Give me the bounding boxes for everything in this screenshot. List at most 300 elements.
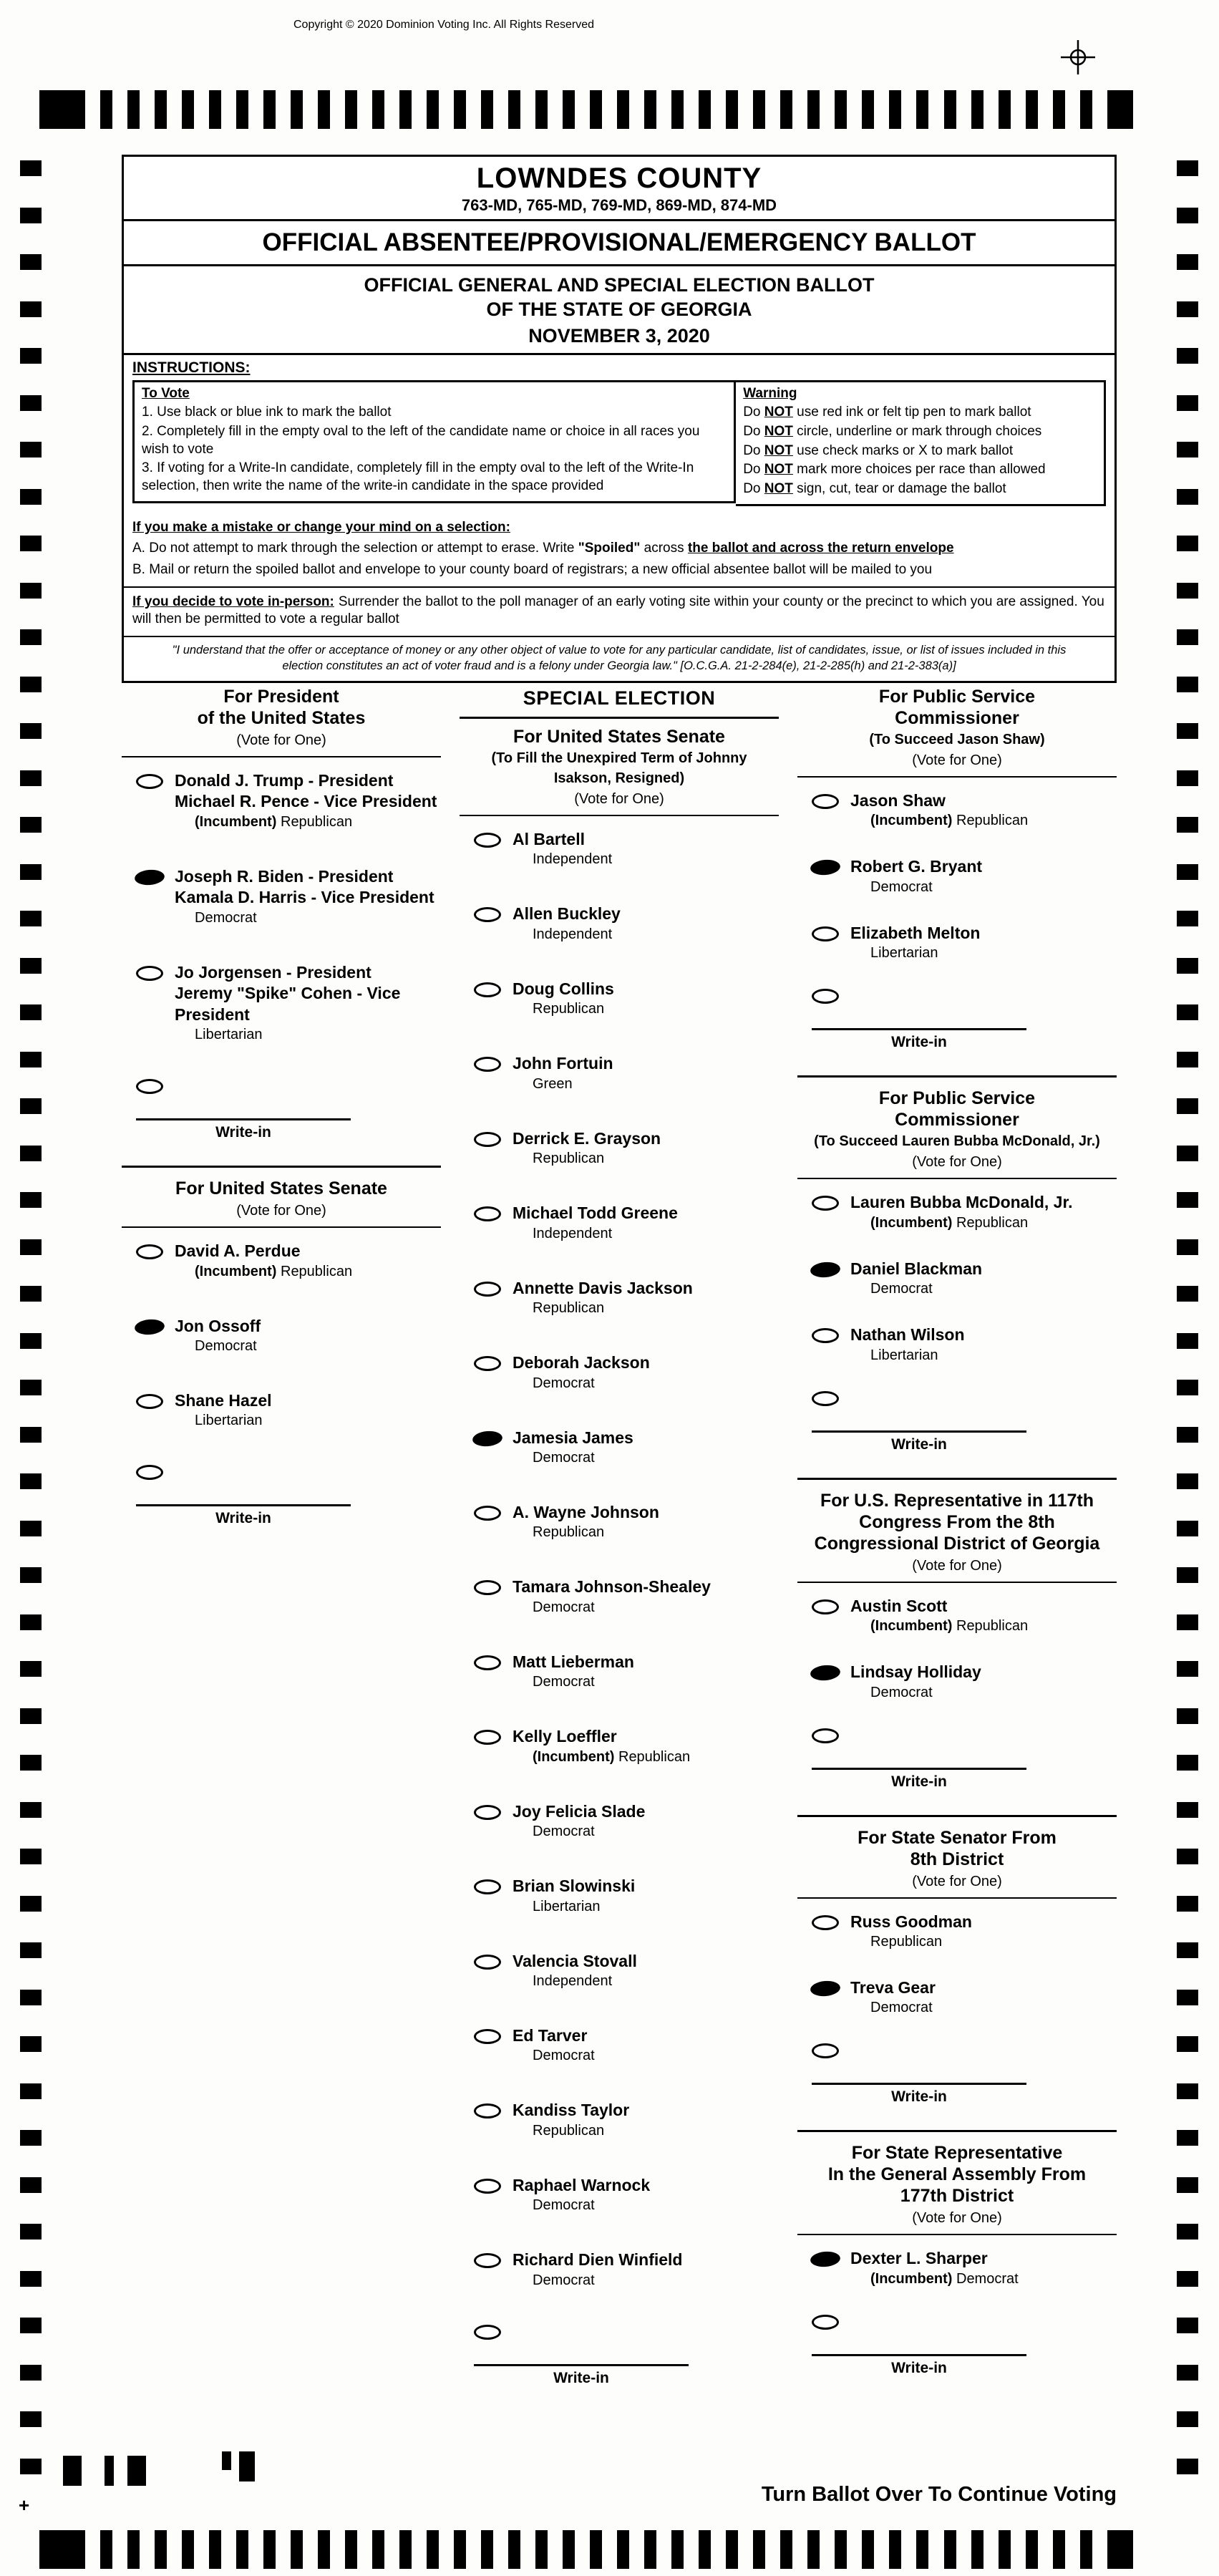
- oval-empty[interactable]: [474, 2029, 501, 2044]
- oval-empty[interactable]: [474, 982, 501, 997]
- timing-mark: [835, 2530, 847, 2569]
- timing-mark: [39, 2530, 85, 2569]
- candidate-name: Kandiss Taylor: [513, 2101, 630, 2120]
- vote-for-instruction: (Vote for One): [912, 1557, 1002, 1574]
- write-in-area: [122, 1465, 441, 1527]
- timing-mark: [1177, 2130, 1198, 2146]
- timing-mark: [1177, 1380, 1198, 1395]
- candidate-info: [175, 770, 437, 831]
- candidate-info: [513, 979, 614, 1017]
- election-title-line1: OFFICIAL GENERAL AND SPECIAL ELECTION BALLOT: [364, 274, 875, 296]
- timing-mark: [345, 90, 357, 129]
- write-in-oval[interactable]: [812, 2043, 839, 2058]
- oval-filled[interactable]: [810, 2251, 840, 2269]
- contest-title: For United States Senate: [175, 1178, 387, 1199]
- candidate-row: [797, 1662, 1117, 1700]
- instructions-boxes: [132, 380, 1106, 506]
- oval-empty[interactable]: [812, 794, 839, 809]
- candidate-row: [460, 1278, 779, 1317]
- candidate-name: Allen Buckley: [513, 904, 621, 924]
- candidate-row: [460, 1203, 779, 1241]
- candidate-party: Democrat: [533, 1449, 595, 1466]
- oval-empty[interactable]: [474, 1655, 501, 1670]
- timing-mark: [1177, 1896, 1198, 1912]
- candidate-row: [460, 2100, 779, 2139]
- timing-mark: [916, 90, 928, 129]
- oval-filled[interactable]: [810, 859, 840, 877]
- timing-mark: [20, 2177, 42, 2193]
- candidate-party: Independent: [533, 926, 613, 942]
- oval-empty[interactable]: [812, 1196, 839, 1211]
- write-in-label: Write-in: [891, 2359, 947, 2376]
- candidate-name: Shane Hazel: [175, 1390, 272, 1410]
- timing-mark: [944, 90, 956, 129]
- timing-mark: [20, 677, 42, 692]
- contest: [122, 686, 441, 1141]
- candidate-info: [513, 2025, 595, 2064]
- write-in-label: Write-in: [891, 1435, 947, 1453]
- contest: [460, 726, 779, 2387]
- candidate-info: [850, 1912, 972, 1950]
- candidate-party: Democrat: [870, 1684, 933, 1700]
- timing-mark: [916, 2530, 928, 2569]
- oval-empty[interactable]: [474, 2253, 501, 2268]
- timing-mark: [1177, 1942, 1198, 1958]
- timing-mark: [1177, 1004, 1198, 1020]
- timing-mark: [1177, 442, 1198, 457]
- candidate-row: [460, 1502, 779, 1541]
- timing-mark: [20, 254, 42, 270]
- contest-title: In the General Assembly From: [827, 2164, 1087, 2185]
- timing-mark: [1177, 1192, 1198, 1208]
- election-date: NOVEMBER 3, 2020: [528, 324, 710, 347]
- timing-mark: [20, 2036, 42, 2052]
- candidate-party: Libertarian: [870, 945, 938, 962]
- county-section: [124, 157, 1114, 221]
- timing-mark: [20, 817, 42, 833]
- candidate-name: Tamara Johnson-Shealey: [513, 1577, 711, 1597]
- candidate-name: Michael Todd Greene: [513, 1204, 678, 1223]
- mistake-title: If you make a mistake or change your mind on a selection:: [132, 519, 510, 535]
- timing-mark: [1177, 1052, 1198, 1067]
- vote-for-instruction: (Vote for One): [912, 752, 1002, 768]
- oval-filled[interactable]: [810, 1664, 840, 1682]
- mistake-item: A. Do not attempt to mark through the selection or attempt to erase. Write "Spoiled" across the ballot and across the return envelope: [132, 541, 954, 556]
- timing-mark: [807, 2530, 820, 2569]
- candidate-info: [513, 1652, 634, 1690]
- contest-subtitle: Isakson, Resigned): [553, 770, 685, 786]
- timing-mark: [1177, 817, 1198, 833]
- write-in-label: Write-in: [215, 1124, 271, 1141]
- candidate-info: [513, 2250, 682, 2288]
- candidate-info: [513, 1203, 678, 1241]
- candidate-party: Democrat: [870, 1281, 933, 1297]
- warning-items: [743, 404, 1097, 498]
- candidate-row: [460, 1801, 779, 1840]
- timing-mark: [39, 90, 85, 129]
- contest-header: [797, 1088, 1117, 1179]
- timing-mark: [1177, 1427, 1198, 1443]
- candidate-info: [850, 1662, 981, 1700]
- oval-empty[interactable]: [474, 1730, 501, 1745]
- timing-mark: [20, 1427, 42, 1443]
- timing-mark: [318, 2530, 330, 2569]
- oval-filled[interactable]: [810, 1980, 840, 1998]
- write-in-oval[interactable]: [812, 989, 839, 1004]
- oval-empty[interactable]: [474, 1356, 501, 1371]
- to-vote-title: To Vote: [142, 385, 190, 401]
- mistake-section: [124, 513, 1114, 586]
- timing-mark: [209, 2530, 221, 2569]
- write-in-oval[interactable]: [812, 2315, 839, 2330]
- write-in-area: [797, 2315, 1117, 2377]
- candidate-name: Austin Scott: [850, 1596, 948, 1615]
- candidate-party: Republican: [533, 2122, 605, 2139]
- write-in-area: [797, 989, 1117, 1051]
- candidate-row: [460, 829, 779, 868]
- timing-mark: [1026, 2530, 1038, 2569]
- timing-mark: [699, 2530, 711, 2569]
- candidate-row: [460, 2025, 779, 2064]
- write-in-line[interactable]: [136, 1504, 351, 1506]
- timing-mark: [1177, 2318, 1198, 2333]
- candidate-party: Independent: [533, 851, 613, 868]
- oval-empty[interactable]: [474, 2179, 501, 2194]
- candidate-row: [460, 1652, 779, 1690]
- candidate-party: (Incumbent) Republican: [533, 1748, 691, 1765]
- ballot-id-mark: [127, 2456, 146, 2486]
- precinct-list: 763-MD, 765-MD, 769-MD, 869-MD, 874-MD: [461, 196, 777, 214]
- timing-mark: [20, 770, 42, 786]
- candidate-name: Joseph R. Biden - President: [175, 866, 394, 886]
- contest-title: For Public Service: [878, 1088, 1036, 1109]
- timing-mark: [20, 489, 42, 505]
- warning-item: Do NOT sign, cut, tear or damage the ballot: [743, 480, 1006, 496]
- timing-mark: [20, 348, 42, 364]
- timing-mark: [20, 1896, 42, 1912]
- candidate-name: Nathan Wilson: [850, 1325, 965, 1345]
- write-in-line[interactable]: [474, 2364, 689, 2366]
- contest-title: For State Senator From: [858, 1827, 1057, 1848]
- candidate-name: Annette Davis Jackson: [513, 1278, 693, 1297]
- in-person-text: Surrender the ballot to the poll manager of an early voting site within your county or the precinct to which you are assigned. You will then be permitted to vote a regular ballot: [132, 594, 1104, 627]
- timing-mark: [209, 90, 221, 129]
- contest-title: For State Representative: [851, 2143, 1063, 2164]
- timing-mark: [20, 208, 42, 223]
- timing-mark: [1080, 90, 1092, 129]
- timing-mark: [20, 911, 42, 926]
- timing-mark: [1177, 583, 1198, 599]
- candidate-name: Derrick E. Grayson: [513, 1128, 661, 1148]
- timing-mark: [971, 2530, 984, 2569]
- timing-mark: [644, 2530, 656, 2569]
- candidate-party: Republican: [533, 1524, 605, 1541]
- candidate-name: Jason Shaw: [850, 791, 946, 810]
- candidate-row: [460, 1876, 779, 1914]
- timing-mark: [1177, 1286, 1198, 1302]
- oval-empty[interactable]: [812, 926, 839, 941]
- timing-mark: [1107, 2530, 1133, 2569]
- timing-mark: [862, 90, 874, 129]
- oval-empty[interactable]: [474, 1206, 501, 1221]
- candidate-name: David A. Perdue: [175, 1241, 301, 1261]
- oval-filled[interactable]: [134, 868, 165, 886]
- candidate-party: (Incumbent) Republican: [870, 1618, 1029, 1635]
- candidate-party: Independent: [533, 1225, 613, 1241]
- candidate-info: [175, 1241, 352, 1279]
- candidate-party: Republican: [533, 1151, 605, 1167]
- candidate-name: Robert G. Bryant: [850, 857, 983, 876]
- timing-mark: [590, 2530, 602, 2569]
- timing-mark: [20, 2271, 42, 2287]
- contest-header: [122, 686, 441, 757]
- candidate-row: [460, 2250, 779, 2288]
- timing-mark: [20, 2083, 42, 2099]
- oval-filled[interactable]: [472, 1430, 502, 1448]
- contest-title: of the United States: [197, 708, 366, 728]
- candidate-info: [513, 1801, 645, 1840]
- contest-title: 177th District: [900, 2186, 1014, 2207]
- warning-item: Do NOT mark more choices per race than allowed: [743, 462, 1046, 478]
- oval-empty[interactable]: [136, 774, 163, 789]
- candidate-info: [850, 856, 982, 895]
- timing-mark: [20, 1942, 42, 1958]
- contest-header: [797, 2142, 1117, 2235]
- write-in-line[interactable]: [812, 2083, 1026, 2085]
- candidate-party: Libertarian: [533, 1898, 601, 1914]
- warning-box: [736, 380, 1106, 506]
- timing-mark: [1177, 160, 1198, 176]
- candidate-row: [797, 790, 1117, 829]
- candidate-party: Libertarian: [870, 1347, 938, 1363]
- timing-mark: [1177, 348, 1198, 364]
- ballot-column-2: [460, 686, 779, 2411]
- write-in-area: [797, 2043, 1117, 2106]
- candidate-row: [460, 1726, 779, 1765]
- candidate-info: [513, 1278, 693, 1317]
- timing-mark: [127, 90, 140, 129]
- candidate-row: [122, 1241, 441, 1279]
- candidate-party: Libertarian: [195, 1027, 263, 1043]
- timing-mark: [481, 90, 493, 129]
- timing-mark: [726, 90, 738, 129]
- oval-empty[interactable]: [474, 1955, 501, 1970]
- timing-mark: [1080, 2530, 1092, 2569]
- timing-mark: [20, 723, 42, 739]
- timing-mark: [182, 90, 194, 129]
- timing-mark: [1177, 2177, 1198, 2193]
- timing-strip-top: [39, 90, 1133, 129]
- timing-mark: [20, 1755, 42, 1771]
- oval-empty[interactable]: [474, 907, 501, 922]
- candidate-row: [460, 1951, 779, 1990]
- write-in-line[interactable]: [136, 1118, 351, 1120]
- timing-mark: [20, 583, 42, 599]
- candidate-info: [513, 1951, 637, 1990]
- ballot-column-1: [122, 686, 441, 2411]
- vote-for-instruction: (Vote for One): [912, 1873, 1002, 1889]
- registration-crosshair-icon: [1061, 40, 1095, 74]
- oval-empty[interactable]: [812, 1915, 839, 1930]
- timing-mark: [1177, 2083, 1198, 2099]
- timing-mark: [780, 2530, 792, 2569]
- contest-header: [797, 1827, 1117, 1899]
- write-in-oval[interactable]: [474, 2325, 501, 2340]
- candidate-row: [797, 1259, 1117, 1297]
- write-in-line[interactable]: [812, 1430, 1026, 1433]
- oval-empty[interactable]: [474, 833, 501, 848]
- in-person-title: If you decide to vote in-person:: [132, 594, 334, 609]
- timing-mark: [100, 90, 112, 129]
- vote-for-instruction: (Vote for One): [912, 1154, 1002, 1171]
- candidate-name: Russ Goodman: [850, 1912, 972, 1931]
- write-in-oval[interactable]: [812, 1728, 839, 1743]
- timing-mark: [20, 2459, 42, 2474]
- contest-title: For U.S. Representative in 117th: [820, 1490, 1094, 1511]
- timing-mark: [1177, 1473, 1198, 1489]
- contest: [797, 1478, 1117, 1791]
- timing-mark: [1177, 1661, 1198, 1677]
- timing-mark: [1177, 2365, 1198, 2381]
- contest-subtitle: (To Fill the Unexpired Term of Johnny: [491, 750, 747, 766]
- vote-for-instruction: (Vote for One): [236, 732, 326, 748]
- write-in-area: [797, 1391, 1117, 1453]
- timing-mark: [1177, 1521, 1198, 1536]
- timing-mark: [236, 2530, 248, 2569]
- oval-empty[interactable]: [812, 1599, 839, 1614]
- oval-empty[interactable]: [812, 1328, 839, 1343]
- timing-mark: [753, 2530, 765, 2569]
- timing-mark: [454, 2530, 466, 2569]
- write-in-line[interactable]: [812, 2354, 1026, 2356]
- write-in-label: Write-in: [215, 1510, 271, 1527]
- timing-mark: [508, 90, 520, 129]
- write-in-area: [797, 1728, 1117, 1791]
- candidate-row: [122, 1390, 441, 1429]
- timing-mark: [20, 2365, 42, 2381]
- mistake-item: B. Mail or return the spoiled ballot and envelope to your county board of registrars; a new official absentee ballot will be mailed to you: [132, 562, 933, 577]
- candidate-info: [513, 1876, 635, 1914]
- candidate-row: [122, 770, 441, 831]
- election-title-section: [124, 266, 1114, 355]
- candidate-party: Green: [533, 1075, 573, 1092]
- oval-empty[interactable]: [474, 1805, 501, 1820]
- timing-mark: [1177, 1802, 1198, 1818]
- timing-mark: [1177, 2411, 1198, 2427]
- oval-empty[interactable]: [136, 1244, 163, 1259]
- write-in-line[interactable]: [812, 1028, 1026, 1030]
- candidate-party: Democrat: [195, 1337, 257, 1354]
- oval-empty[interactable]: [474, 1879, 501, 1894]
- oval-empty[interactable]: [474, 1057, 501, 1072]
- timing-mark: [318, 90, 330, 129]
- timing-mark: [1177, 2224, 1198, 2240]
- write-in-oval[interactable]: [136, 1079, 163, 1094]
- timing-mark: [999, 2530, 1011, 2569]
- write-in-line[interactable]: [812, 1768, 1026, 1770]
- oval-empty[interactable]: [474, 1282, 501, 1297]
- timing-strip-bottom: [39, 2530, 1133, 2569]
- ballot-type-title: OFFICIAL ABSENTEE/PROVISIONAL/EMERGENCY BALLOT: [124, 221, 1114, 266]
- oval-empty[interactable]: [474, 1132, 501, 1147]
- timing-mark: [1177, 958, 1198, 974]
- candidate-row: [797, 2248, 1117, 2287]
- timing-mark: [1177, 629, 1198, 645]
- candidate-name: Donald J. Trump - President: [175, 771, 394, 790]
- contest-title: For President: [223, 687, 339, 707]
- candidate-info: [175, 866, 434, 926]
- candidate-row: [460, 1053, 779, 1092]
- candidate-party: Democrat: [533, 1375, 595, 1391]
- timing-mark: [835, 90, 847, 129]
- contest-title: Congressional District of Georgia: [814, 1533, 1100, 1554]
- write-in-label: Write-in: [891, 2088, 947, 2106]
- ballot-header-box: [122, 155, 1117, 683]
- candidate-info: [850, 1596, 1028, 1635]
- timing-mark: [617, 90, 629, 129]
- timing-mark: [1177, 2271, 1198, 2287]
- write-in-oval[interactable]: [136, 1465, 163, 1480]
- timing-mark: [590, 90, 602, 129]
- write-in-oval[interactable]: [812, 1391, 839, 1406]
- timing-mark: [1177, 911, 1198, 926]
- timing-mark: [399, 2530, 412, 2569]
- vote-for-instruction: (Vote for One): [574, 791, 664, 807]
- timing-mark: [1177, 301, 1198, 317]
- timing-mark: [155, 2530, 167, 2569]
- ballot-id-mark: [105, 2456, 114, 2486]
- candidate-name: Jeremy "Spike" Cohen - Vice President: [175, 984, 401, 1024]
- oval-empty[interactable]: [474, 1580, 501, 1595]
- oval-filled[interactable]: [134, 1318, 165, 1336]
- warning-item: Do NOT circle, underline or mark through choices: [743, 423, 1042, 439]
- candidate-row: [460, 904, 779, 942]
- contest-title: Congress From the 8th: [859, 1511, 1055, 1532]
- warning-item: Do NOT use red ink or felt tip pen to mark ballot: [743, 405, 1031, 420]
- oval-empty[interactable]: [136, 1394, 163, 1409]
- timing-mark: [20, 1380, 42, 1395]
- ballot-id-mark: [222, 2451, 231, 2470]
- candidate-party: (Incumbent) Republican: [870, 813, 1029, 829]
- timing-mark: [1177, 2036, 1198, 2052]
- candidate-party: Republican: [533, 1300, 605, 1317]
- timing-mark: [671, 90, 684, 129]
- timing-strip-right: [1177, 160, 1198, 2474]
- ballot-column-3: [797, 686, 1117, 2411]
- timing-mark: [399, 90, 412, 129]
- oval-empty[interactable]: [136, 966, 163, 981]
- ballot-id-mark: [63, 2456, 82, 2486]
- timing-mark: [20, 1567, 42, 1583]
- candidate-name: Kamala D. Harris - Vice President: [175, 888, 434, 907]
- oval-filled[interactable]: [810, 1261, 840, 1279]
- to-vote-item: 2. Completely fill in the empty oval to the left of the candidate name or choice in all races you wish to vote: [142, 423, 700, 457]
- timing-mark: [100, 2530, 112, 2569]
- candidate-row: [122, 866, 441, 926]
- timing-mark: [427, 90, 439, 129]
- timing-mark: [1177, 254, 1198, 270]
- timing-mark: [263, 90, 276, 129]
- candidate-name: Lindsay Holliday: [850, 1662, 981, 1682]
- oval-empty[interactable]: [474, 1506, 501, 1521]
- candidate-party: Democrat: [870, 878, 933, 895]
- timing-mark: [644, 90, 656, 129]
- timing-mark: [563, 2530, 575, 2569]
- candidate-name: Brian Slowinski: [513, 1877, 636, 1896]
- oval-empty[interactable]: [474, 2103, 501, 2119]
- timing-mark: [971, 90, 984, 129]
- contest-header: [797, 1490, 1117, 1583]
